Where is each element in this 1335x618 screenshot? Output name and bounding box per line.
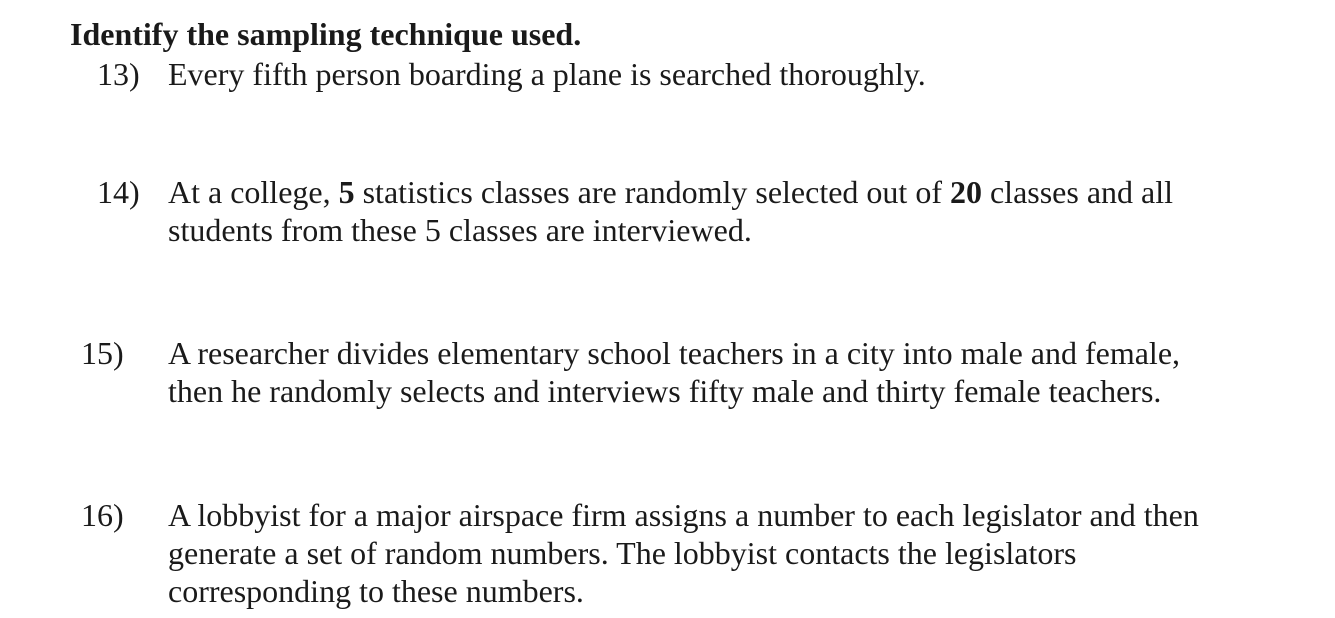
question-line: then he randomly selects and interviews fifty male and thirty female teachers. [168, 373, 1162, 409]
question-line [168, 173, 1318, 211]
question-line: generate a set of random numbers. The lobbyist contacts the legislators [168, 535, 1077, 571]
question-number: 15) [81, 335, 124, 371]
question-line: A lobbyist for a major airspace firm assigns a number to each legislator and then [168, 497, 1199, 533]
question-text [168, 334, 1318, 410]
text-run: At a college, [168, 174, 339, 210]
worksheet-heading: Identify the sampling technique used. [70, 16, 582, 52]
question-number: 16) [81, 497, 124, 533]
question-text [168, 55, 1318, 93]
bold-number: 5 [338, 174, 355, 210]
question-number: 14) [97, 174, 140, 210]
question-line: corresponding to these numbers. [168, 573, 584, 609]
question-line: A researcher divides elementary school teachers in a city into male and female, [168, 335, 1181, 371]
question-line: Every fifth person boarding a plane is searched thoroughly. [168, 56, 926, 92]
question-text [168, 173, 1318, 249]
text-run: classes and all [981, 174, 1174, 210]
text-run: statistics classes are randomly selected out of [354, 174, 950, 210]
question-line: students from these 5 classes are interviewed. [168, 212, 752, 248]
question-text [168, 496, 1318, 610]
question-number: 13) [97, 56, 140, 92]
bold-number: 20 [949, 174, 982, 210]
